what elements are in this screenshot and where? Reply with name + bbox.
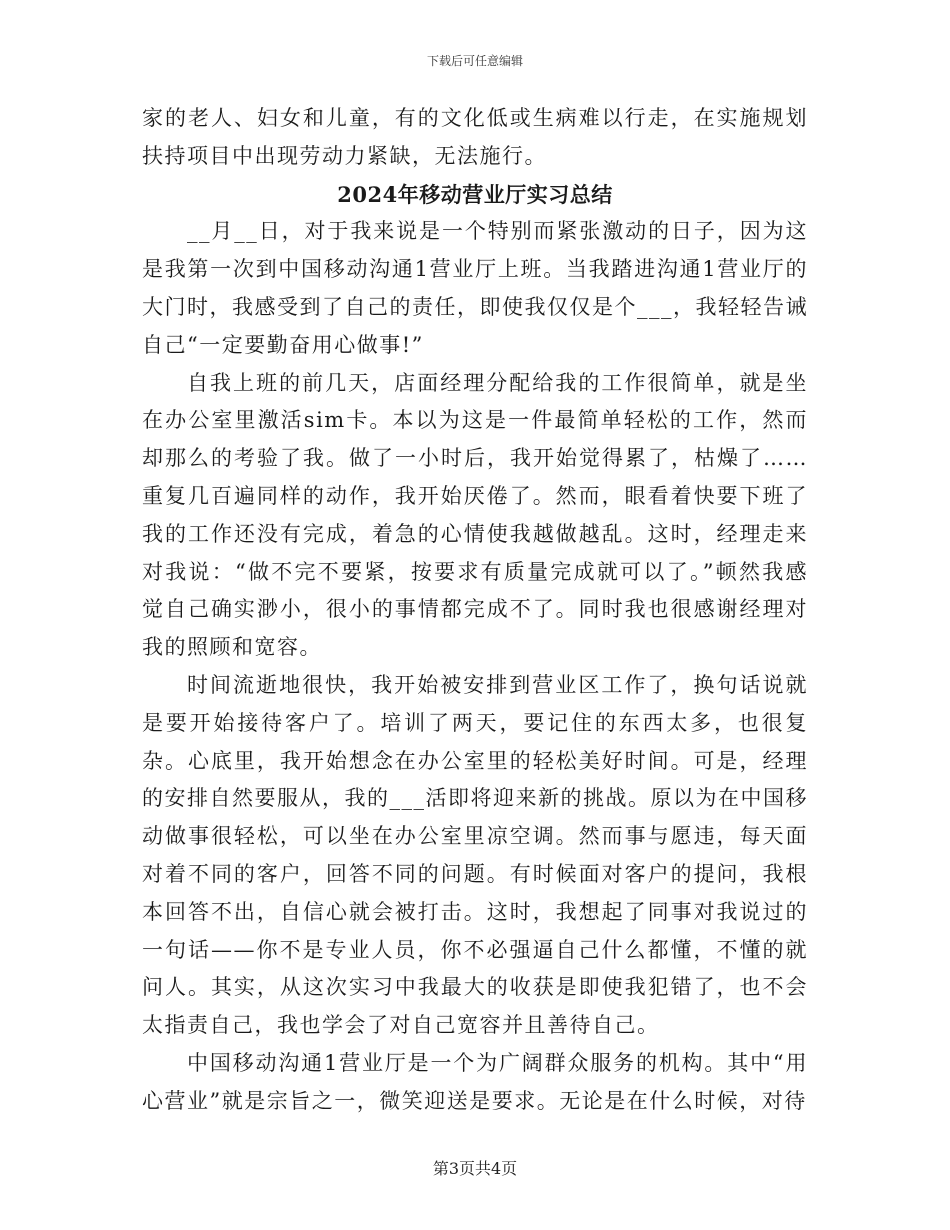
body-paragraph-3: 时间流逝地很快，我开始被安排到营业区工作了，换句话说就是要开始接待客户了。培训了两天，要记住的东西太多，也很复杂。心底里，我开始想念在办公室里的轻松美好时间。可是，经理的安排自然要服从，我的___活即将迎来新的挑战。原以为在中国移动做事很轻松，可以坐在办公室里凉空调。然而事与愿违，每天面对着不同的客户，回答不同的问题。有时候面对客户的提问，我根本回答不出，自信心就会被打击。这时，我想起了同事对我说过的一句话——你不是专业人员，你不必强逼自己什么都懂，不懂的就问人。其实，从这次实习中我最大的收获是即使我犯错了，也不会太指责自己，我也学会了对自己宽容并且善待自己。 [142, 672, 808, 1038]
page-number: 第3页共4页 [432, 1159, 518, 1178]
document-body [142, 100, 808, 1121]
page-header-note: 下载后可任意编辑 [426, 54, 523, 68]
document-title: 2024年移动营业厅实习总结 [337, 181, 613, 207]
intro-paragraph: 家的老人、妇女和儿童，有的文化低或生病难以行走，在实施规划扶持项目中出现劳动力紧缺，无法施行。 [142, 106, 808, 168]
body-paragraph-4: 中国移动沟通1营业厅是一个为广阔群众服务的机构。其中“用心营业”就是宗旨之一，微笑迎送是要求。无论是在什么时候，对待 [142, 1050, 808, 1113]
body-paragraph-2: 自我上班的前几天，店面经理分配给我的工作很简单，就是坐在办公室里激活sim卡。本以为这是一件最简单轻松的工作，然而却那么的考验了我。做了一小时后，我开始觉得累了，枯燥了……重复几百遍同样的动作，我开始厌倦了。然而，眼看着快要下班了我的工作还没有完成，着急的心情使我越做越乱。这时，经理走来对我说：“做不完不要紧，按要求有质量完成就可以了。”顿然我感觉自己确实渺小，很小的事情都完成不了。同时我也很感谢经理对我的照顾和宽容。 [142, 370, 808, 660]
body-paragraph-1: __月__日，对于我来说是一个特别而紧张激动的日子，因为这是我第一次到中国移动沟通1营业厅上班。当我踏进沟通1营业厅的大门时，我感受到了自己的责任，即使我仅仅是个___，我轻轻告诫自己“一定要勤奋用心做事!” [142, 219, 808, 357]
